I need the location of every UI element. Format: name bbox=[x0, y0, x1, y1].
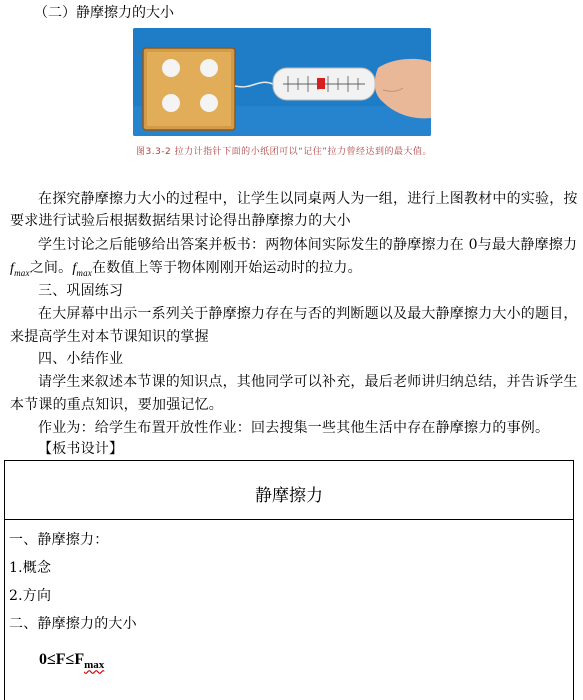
paragraph-line: 请学生来叙述本节课的知识点，其他同学可以补充，最后老师讲归纳总结，并告诉学生 bbox=[38, 374, 578, 390]
section-heading: （二）静摩擦力的大小 bbox=[34, 5, 174, 21]
paragraph-line: 作业为：给学生布置开放性作业：回去搜集一些其他生活中存在静摩擦力的事例。 bbox=[38, 420, 550, 436]
paragraph-line: 来提高学生对本节课知识的掌握 bbox=[10, 329, 209, 345]
paragraph-line: 在大屏幕中出示一系列关于静摩擦力存在与否的判断题以及最大静摩擦力大小的题目， bbox=[38, 306, 578, 322]
fmax-symbol: $f_{max}$ bbox=[10, 261, 30, 278]
board-line: 2.方向 bbox=[9, 588, 52, 604]
experiment-photo bbox=[133, 28, 431, 136]
paragraph-line: 在探究静摩擦力大小的过程中，让学生以同桌两人为一组，进行上图教材中的实验，按 bbox=[38, 191, 578, 207]
paragraph-line: 要求进行试验后根据数据结果讨论得出静摩擦力的大小 bbox=[10, 213, 351, 229]
board-design-heading: 【板书设计】 bbox=[38, 441, 124, 457]
figure-caption: 图3.3-2 拉力计指针下面的小纸团可以“记住”拉力曾经达到的最大值。 bbox=[136, 147, 432, 157]
board-line: 一、静摩擦力： bbox=[9, 532, 109, 548]
spring-scale-image bbox=[273, 68, 375, 100]
wood-block-image bbox=[143, 48, 235, 130]
experiment-illustration bbox=[133, 28, 431, 136]
subheading: 四、小结作业 bbox=[38, 351, 124, 367]
subheading: 三、巩固练习 bbox=[38, 283, 124, 299]
paragraph-line: 本节课的重点知识，要加强记忆。 bbox=[10, 397, 223, 413]
board-line: 1.概念 bbox=[9, 560, 52, 576]
board-formula: $0\le F\le F_{max}$ bbox=[39, 651, 105, 672]
fmax-symbol: $f_{max}$ bbox=[72, 261, 93, 278]
paragraph-line-with-formula: $f_{max}$之间。$f_{max}$在数值上等于物体刚刚开始运动时的拉力。 bbox=[10, 260, 362, 278]
board-design-table bbox=[4, 460, 574, 700]
paragraph-line: 学生讨论之后能够给出答案并板书：两物体间实际发生的静摩擦力在 0与最大静摩擦力 bbox=[38, 237, 578, 253]
board-line: 二、静摩擦力的大小 bbox=[9, 616, 137, 632]
board-title: 静摩擦力 bbox=[255, 486, 323, 506]
table-divider bbox=[5, 519, 573, 520]
